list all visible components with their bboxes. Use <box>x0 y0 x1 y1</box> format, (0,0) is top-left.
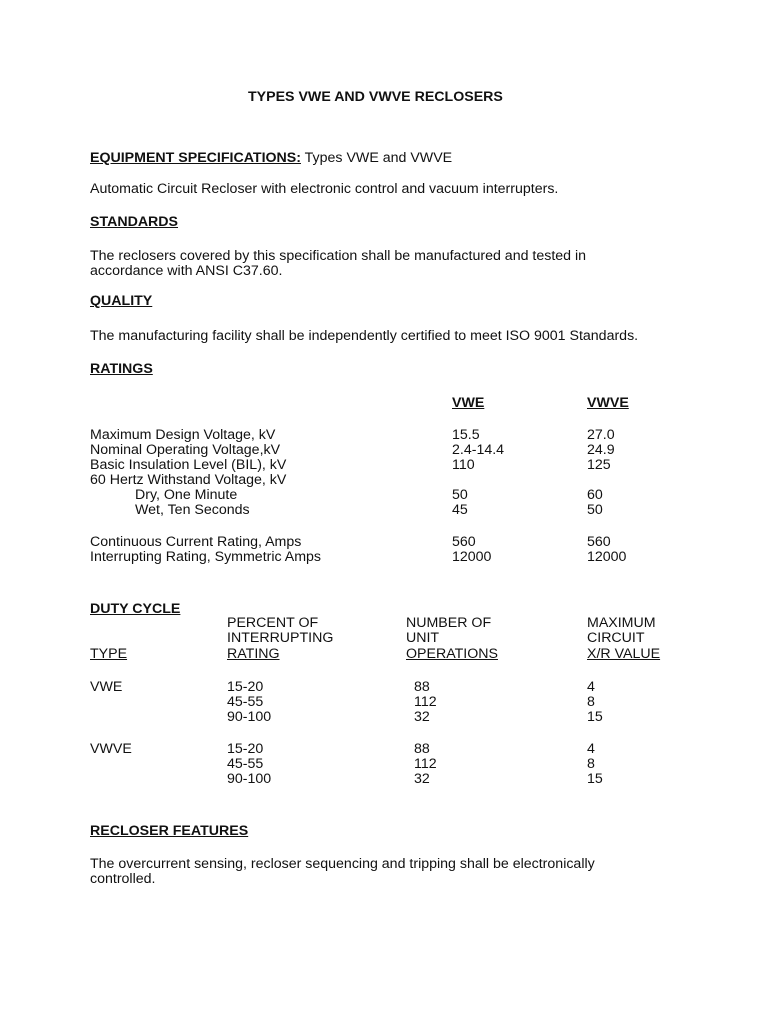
duty-row-percent: 90-100 <box>227 709 272 725</box>
features-line-2: controlled. <box>90 871 156 887</box>
ratings-col-vwve: VWVE <box>587 395 629 411</box>
duty-col-ops-line-3: OPERATIONS <box>406 646 498 662</box>
ratings-row-label: Maximum Design Voltage, kV <box>90 427 276 443</box>
ratings-row-vwe: 50 <box>452 487 468 503</box>
standards-line-2: accordance with ANSI C37.60. <box>90 263 283 279</box>
duty-col-ops-line-2: UNIT <box>406 630 440 646</box>
ratings-row-vwve: 560 <box>587 534 611 550</box>
document-title: TYPES VWE AND VWVE RECLOSERS <box>248 89 503 105</box>
duty-row-xr: 4 <box>587 741 595 757</box>
equipment-description: Automatic Circuit Recloser with electronic control and vacuum interrupters. <box>90 181 559 197</box>
ratings-row-label: Interrupting Rating, Symmetric Amps <box>90 549 322 565</box>
quality-text: The manufacturing facility shall be independently certified to meet ISO 9001 Standards. <box>90 328 639 344</box>
equipment-spec-line <box>90 151 452 167</box>
duty-col-xr-line-3: X/R VALUE <box>587 646 661 662</box>
duty-col-type: TYPE <box>90 646 128 662</box>
ratings-row-label: Basic Insulation Level (BIL), kV <box>90 457 287 473</box>
duty-col-percent-line-2: INTERRUPTING <box>227 630 334 646</box>
recloser-features-heading: RECLOSER FEATURES <box>90 823 249 839</box>
ratings-heading: RATINGS <box>90 361 153 377</box>
ratings-row-vwve: 50 <box>587 502 603 518</box>
duty-group-type: VWVE <box>90 741 132 757</box>
duty-row-ops: 112 <box>414 694 437 710</box>
duty-row-percent: 15-20 <box>227 679 264 695</box>
standards-line-1: The reclosers covered by this specification shall be manufactured and tested in <box>90 248 587 264</box>
ratings-row-vwve: 24.9 <box>587 442 615 458</box>
duty-row-percent: 90-100 <box>227 771 272 787</box>
ratings-row-label: 60 Hertz Withstand Voltage, kV <box>90 472 287 488</box>
duty-row-percent: 45-55 <box>227 756 264 772</box>
duty-col-percent-line-1: PERCENT OF <box>227 615 319 631</box>
duty-cycle-heading: DUTY CYCLE <box>90 601 181 617</box>
duty-row-ops: 88 <box>414 741 430 757</box>
duty-col-xr-line-1: MAXIMUM <box>587 615 656 631</box>
ratings-row-label: Wet, Ten Seconds <box>135 502 250 518</box>
ratings-row-vwve: 12000 <box>587 549 627 565</box>
ratings-row-vwe: 110 <box>452 457 475 473</box>
ratings-row-vwe: 2.4-14.4 <box>452 442 505 458</box>
equipment-spec-heading: EQUIPMENT SPECIFICATIONS: <box>90 150 301 166</box>
ratings-row-label: Dry, One Minute <box>135 487 238 503</box>
ratings-row-vwve: 27.0 <box>587 427 615 443</box>
ratings-row-vwe: 15.5 <box>452 427 480 443</box>
standards-heading: STANDARDS <box>90 214 179 230</box>
duty-row-xr: 15 <box>587 709 603 725</box>
ratings-row-label: Continuous Current Rating, Amps <box>90 534 302 550</box>
duty-col-percent-line-3: RATING <box>227 646 280 662</box>
duty-row-xr: 8 <box>587 756 595 772</box>
ratings-row-vwe: 560 <box>452 534 476 550</box>
duty-col-xr-line-2: CIRCUIT <box>587 630 645 646</box>
ratings-row-label: Nominal Operating Voltage,kV <box>90 442 281 458</box>
ratings-row-vwe: 12000 <box>452 549 492 565</box>
duty-row-ops: 88 <box>414 679 430 695</box>
duty-row-xr: 8 <box>587 694 595 710</box>
duty-row-ops: 32 <box>414 709 430 725</box>
duty-row-xr: 4 <box>587 679 595 695</box>
ratings-row-vwve: 125 <box>587 457 611 473</box>
ratings-col-vwe: VWE <box>452 395 485 411</box>
duty-row-percent: 45-55 <box>227 694 264 710</box>
duty-col-ops-line-1: NUMBER OF <box>406 615 492 631</box>
equipment-types: Types VWE and VWVE <box>300 150 453 166</box>
duty-group-type: VWE <box>90 679 123 695</box>
ratings-row-vwe: 45 <box>452 502 468 518</box>
features-line-1: The overcurrent sensing, recloser sequencing and tripping shall be electronically <box>90 856 595 872</box>
duty-row-xr: 15 <box>587 771 603 787</box>
duty-row-ops: 32 <box>414 771 430 787</box>
duty-row-ops: 112 <box>414 756 437 772</box>
ratings-row-vwve: 60 <box>587 487 603 503</box>
quality-heading: QUALITY <box>90 293 153 309</box>
duty-row-percent: 15-20 <box>227 741 264 757</box>
